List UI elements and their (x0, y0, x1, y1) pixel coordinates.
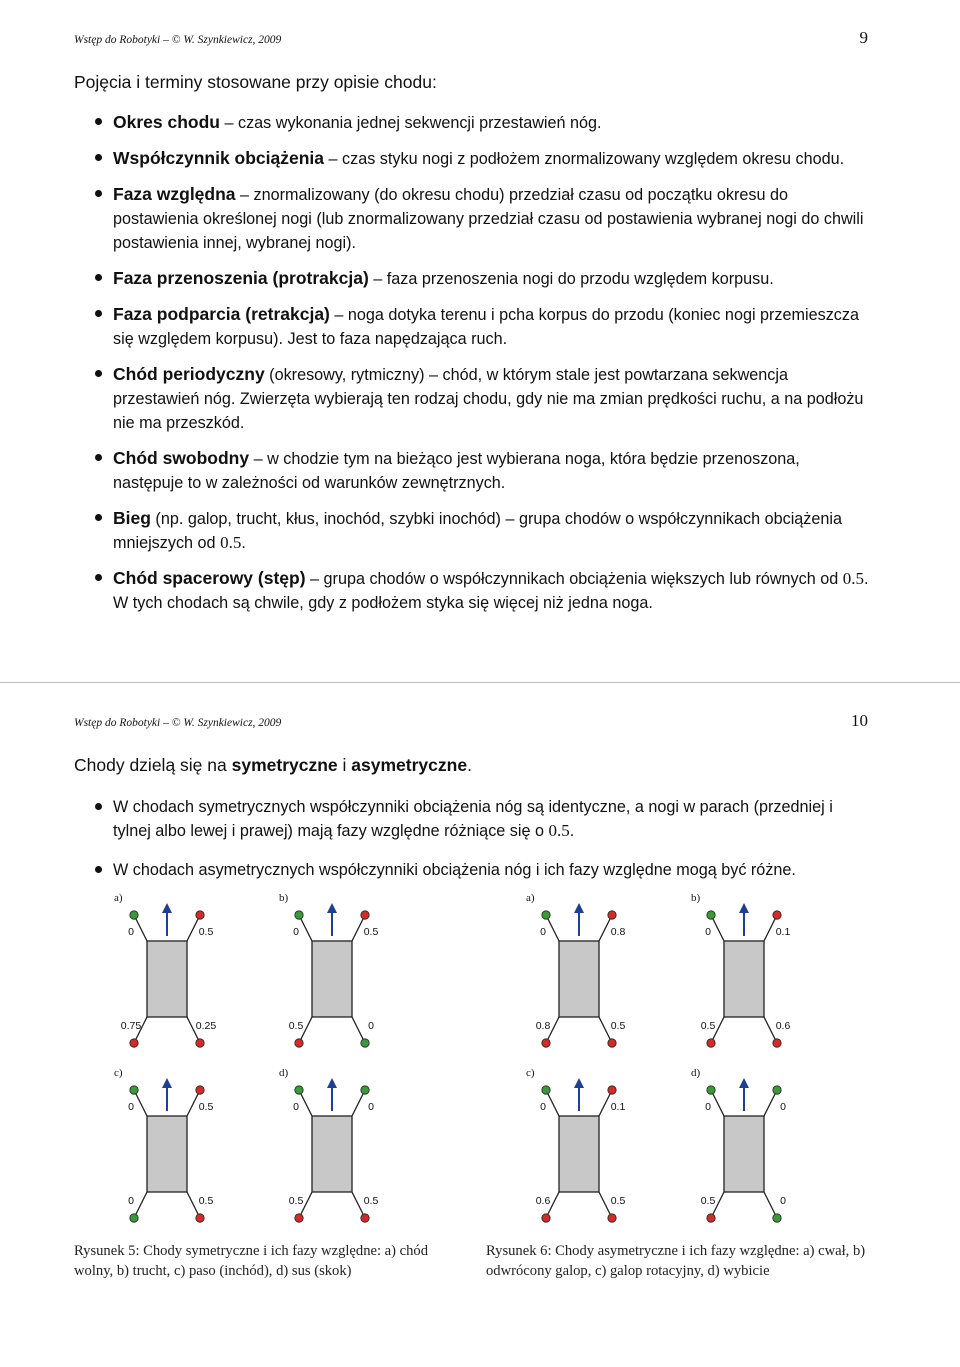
robot-body (724, 1116, 764, 1192)
swing-foot (707, 1039, 715, 1047)
robot-body (312, 941, 352, 1017)
header-author: Wstęp do Robotyki – © W. Szynkiewicz, 2009 (74, 717, 282, 729)
phase-front-right: 0.8 (610, 926, 626, 938)
stance-foot (773, 1214, 781, 1222)
phase-rear-left: 0.6 (535, 1195, 551, 1207)
header-author: Wstęp do Robotyki – © W. Szynkiewicz, 2009 (74, 34, 282, 46)
swing-foot (542, 1039, 550, 1047)
page-header (74, 711, 868, 733)
phase-front-right: 0.1 (775, 926, 791, 938)
direction-arrow-icon (574, 903, 584, 913)
stance-foot (361, 1039, 369, 1047)
figure-6 (484, 893, 824, 1223)
gait-diagram (279, 1067, 378, 1222)
swing-foot (196, 911, 204, 919)
phase-front-left: 0 (293, 1101, 299, 1113)
swing-foot (773, 1039, 781, 1047)
page-10 (0, 683, 960, 1367)
definition: – czas styku nogi z podłożem znormalizowany względem okresu chodu. (324, 150, 845, 168)
phase-rear-right: 0.25 (195, 1020, 217, 1032)
list-item (74, 566, 874, 615)
gait-diagram (114, 892, 216, 1047)
term: Okres chodu (113, 112, 220, 132)
intro-text: . (467, 755, 472, 775)
definition: – znormalizowany (do okresu chodu) przedział czasu od początku okresu do postawienia określonej nogi (lub znormalizowany przedział czasu od postawienia wybranej nogi do chwili postawienia innej, wybranej nogi). (113, 186, 864, 252)
bullet-dot (95, 514, 102, 521)
stance-foot (295, 911, 303, 919)
phase-rear-left: 0.5 (700, 1195, 716, 1207)
phase-rear-right: 0.6 (775, 1020, 791, 1032)
direction-arrow-icon (739, 903, 749, 913)
list-item (74, 266, 874, 291)
robot-body (724, 941, 764, 1017)
swing-foot (542, 1214, 550, 1222)
definition: – grupa chodów o współczynnikach obciążenia większych lub równych od (305, 570, 843, 588)
robot-body (147, 1116, 187, 1192)
description: W chodach symetrycznych współczynniki obciążenia nóg są identyczne, a nogi w parach (przedniej i tylnej albo lewej i prawej) mają fazy względne różniące się o (113, 798, 833, 840)
diagram-label: b) (691, 892, 701, 904)
phase-front-left: 0 (705, 1101, 711, 1113)
section-intro (74, 755, 472, 776)
robot-body (312, 1116, 352, 1192)
phase-front-left: 0 (128, 1101, 134, 1113)
swing-foot (608, 911, 616, 919)
list-item (74, 362, 874, 435)
phase-rear-left: 0.5 (288, 1020, 304, 1032)
direction-arrow-icon (574, 1078, 584, 1088)
phase-front-right: 0.5 (198, 926, 214, 938)
figure-6-caption: Rysunek 6: Chody asymetryczne i ich fazy względne: a) cwał, b) odwrócony galop, c) galop rotacyjny, d) wybicie (486, 1243, 866, 1279)
diagram-label: c) (526, 1067, 535, 1079)
math-value: 0.5 (220, 533, 242, 552)
swing-foot (608, 1039, 616, 1047)
diagram-label: b) (279, 892, 289, 904)
diagram-label: a) (114, 892, 123, 904)
term: Chód swobodny (113, 448, 250, 468)
page-9 (0, 0, 960, 683)
bullet-dot (95, 866, 102, 873)
gait-diagram (691, 1067, 786, 1222)
term: Faza podparcia (retrakcja) (113, 304, 330, 324)
swing-foot (130, 1039, 138, 1047)
robot-body (559, 941, 599, 1017)
definition-end: . (241, 534, 246, 552)
intro-asymmetric: asymetryczne (351, 755, 468, 775)
phase-rear-right: 0.5 (198, 1195, 214, 1207)
list-item (74, 506, 874, 555)
term: Bieg (113, 508, 151, 528)
phase-rear-right: 0.5 (363, 1195, 379, 1207)
bullet-dot (95, 310, 102, 317)
definition: – noga dotyka terenu i pcha korpus do przodu (koniec nogi przemieszcza się względem korpusu). Jest to faza napędzająca ruch. (113, 306, 859, 348)
swing-foot (295, 1039, 303, 1047)
phase-front-right: 0 (368, 1101, 374, 1113)
swing-foot (361, 1214, 369, 1222)
phase-front-left: 0 (540, 1101, 546, 1113)
list-item (74, 302, 874, 351)
list-item (74, 182, 874, 255)
direction-arrow-icon (162, 1078, 172, 1088)
swing-foot (773, 911, 781, 919)
definition: – czas wykonania jednej sekwencji przestawień nóg. (219, 114, 602, 132)
intro-symmetric: symetryczne (231, 755, 338, 775)
gait-diagram (526, 1067, 625, 1222)
page-number: 10 (851, 711, 868, 730)
gait-types-list (74, 795, 870, 893)
description-end: . (569, 822, 575, 840)
phase-front-right: 0.1 (610, 1101, 626, 1113)
math-value: 0.5 (842, 569, 864, 588)
definition: – faza przenoszenia nogi do przodu względem korpusu. (368, 270, 774, 288)
phase-rear-left: 0.75 (120, 1020, 142, 1032)
term: Chód periodyczny (113, 364, 265, 384)
bullet-dot (95, 190, 102, 197)
direction-arrow-icon (739, 1078, 749, 1088)
swing-foot (196, 1039, 204, 1047)
swing-foot (295, 1214, 303, 1222)
stance-foot (130, 911, 138, 919)
phase-rear-left: 0.5 (288, 1195, 304, 1207)
stance-foot (130, 1214, 138, 1222)
diagram-label: d) (279, 1067, 289, 1079)
gait-diagram (279, 892, 378, 1047)
stance-foot (542, 1086, 550, 1094)
phase-front-right: 0 (780, 1101, 786, 1113)
list-item (74, 858, 870, 882)
list-item (74, 110, 874, 135)
definition: (okresowy, rytmiczny) – chód, w którym stale jest powtarzana sekwencja przestawień nóg. Zwierzęta wybierają ten rodzaj chodu, gdy nie ma zmian prędkości ruchu, a na podłożu nie ma przeszkód. (113, 366, 864, 432)
phase-front-left: 0 (128, 926, 134, 938)
figure-5 (72, 893, 412, 1223)
robot-body (559, 1116, 599, 1192)
list-item (74, 146, 874, 171)
phase-rear-left: 0.5 (700, 1020, 716, 1032)
gait-diagram (691, 892, 790, 1047)
stance-foot (707, 1086, 715, 1094)
swing-foot (196, 1214, 204, 1222)
bullet-dot (95, 118, 102, 125)
phase-rear-left: 0.8 (535, 1020, 551, 1032)
description: W chodach asymetrycznych współczynniki obciążenia nóg i ich fazy względne mogą być różne. (113, 861, 796, 879)
term: Współczynnik obciążenia (113, 148, 325, 168)
stance-foot (130, 1086, 138, 1094)
diagram-label: c) (114, 1067, 123, 1079)
bullet-dot (95, 454, 102, 461)
phase-front-right: 0.5 (198, 1101, 214, 1113)
bullet-dot (95, 803, 102, 810)
robot-body (147, 941, 187, 1017)
bullet-dot (95, 154, 102, 161)
phase-front-left: 0 (293, 926, 299, 938)
phase-front-left: 0 (540, 926, 546, 938)
stance-foot (295, 1086, 303, 1094)
phase-rear-right: 0 (780, 1195, 786, 1207)
swing-foot (707, 1214, 715, 1222)
phase-rear-right: 0 (368, 1020, 374, 1032)
figure-5-diagrams (72, 893, 412, 1223)
section-intro: Pojęcia i terminy stosowane przy opisie chodu: (74, 72, 437, 92)
definition: (np. galop, trucht, kłus, inochód, szybki inochód) – grupa chodów o współczynnikach obciążenia mniejszych od (113, 510, 842, 552)
phase-front-right: 0.5 (363, 926, 379, 938)
phase-rear-right: 0.5 (610, 1020, 626, 1032)
page-header (74, 28, 868, 50)
bullet-dot (95, 274, 102, 281)
page-number: 9 (859, 28, 868, 47)
phase-rear-left: 0 (128, 1195, 134, 1207)
swing-foot (196, 1086, 204, 1094)
definition-end: . W tych chodach są chwile, gdy z podłożem styka się więcej niż jedna noga. (113, 570, 869, 612)
stance-foot (361, 1086, 369, 1094)
intro-text: Chody dzielą się na (74, 755, 232, 775)
math-value: 0.5 (548, 821, 570, 840)
list-item (74, 795, 870, 843)
list-item (74, 446, 874, 495)
phase-front-left: 0 (705, 926, 711, 938)
figure-5-caption: Rysunek 5: Chody symetryczne i ich fazy względne: a) chód wolny, b) trucht, c) paso (inchód), d) sus (skok) (74, 1243, 429, 1279)
stance-foot (542, 911, 550, 919)
swing-foot (608, 1214, 616, 1222)
direction-arrow-icon (162, 903, 172, 913)
diagram-label: a) (526, 892, 535, 904)
gait-terms-list (74, 110, 874, 626)
gait-diagram (526, 892, 625, 1047)
swing-foot (608, 1086, 616, 1094)
gait-diagram (114, 1067, 213, 1222)
bullet-dot (95, 574, 102, 581)
phase-rear-right: 0.5 (610, 1195, 626, 1207)
intro-text: i (337, 755, 352, 775)
stance-foot (773, 1086, 781, 1094)
bullet-dot (95, 370, 102, 377)
stance-foot (707, 911, 715, 919)
diagram-label: d) (691, 1067, 701, 1079)
direction-arrow-icon (327, 1078, 337, 1088)
swing-foot (361, 911, 369, 919)
definition: – w chodzie tym na bieżąco jest wybierana noga, która będzie przenoszona, następuje to w zależności od warunków zewnętrznych. (113, 450, 800, 492)
term: Faza względna (113, 184, 236, 204)
term: Faza przenoszenia (protrakcja) (113, 268, 369, 288)
term: Chód spacerowy (stęp) (113, 568, 306, 588)
direction-arrow-icon (327, 903, 337, 913)
figure-6-diagrams (484, 893, 824, 1223)
